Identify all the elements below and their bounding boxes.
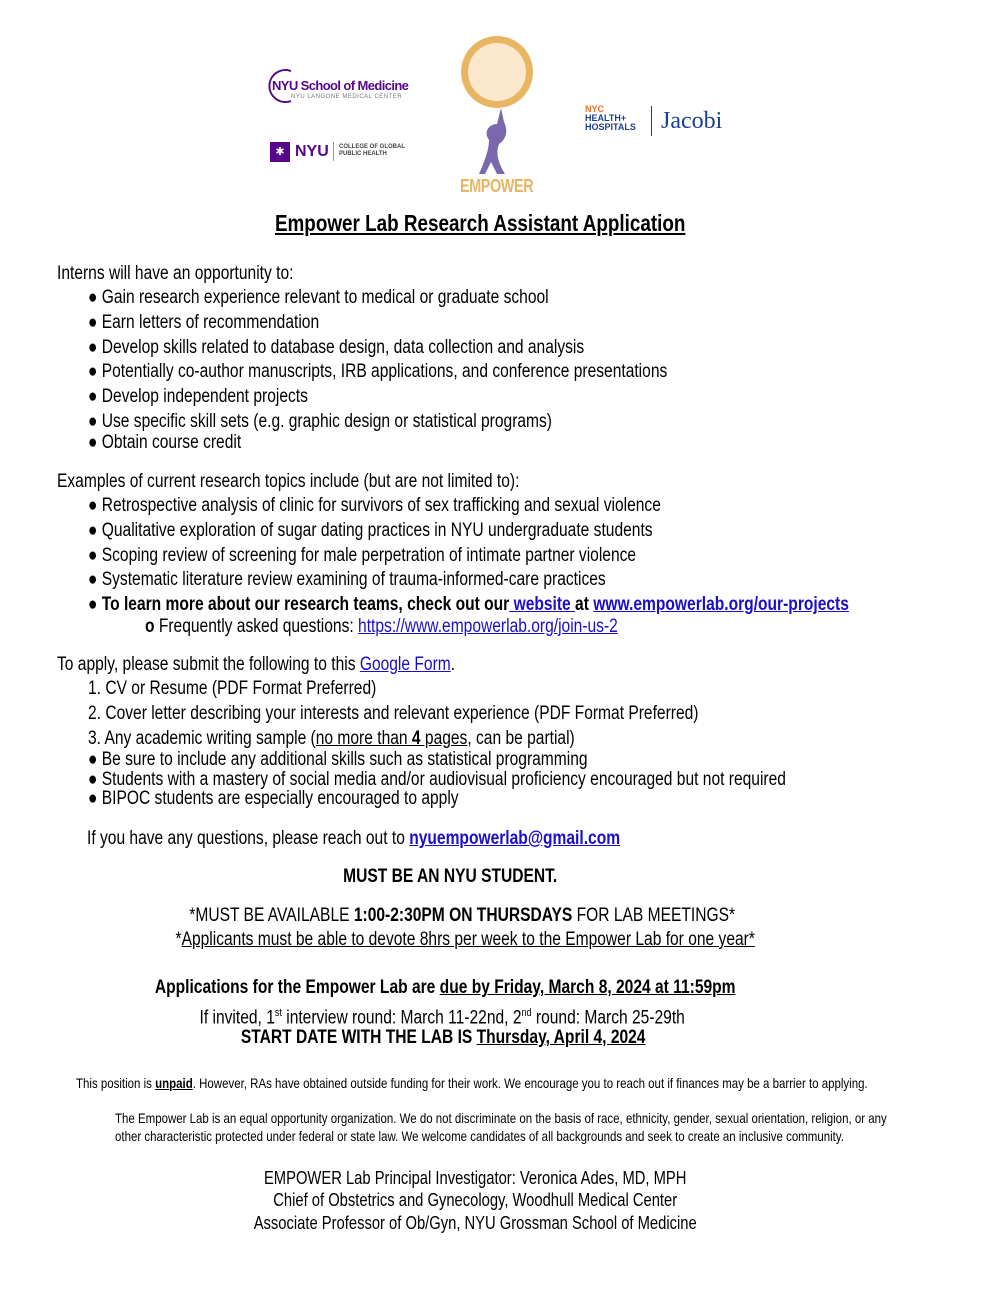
page-title: Empower Lab Research Assistant Application	[274, 210, 686, 236]
list-item	[88, 337, 584, 359]
list-item	[88, 432, 241, 454]
deadline: Applications for the Empower Lab are due by Friday, March 8, 2024 at 11:59pm	[154, 977, 736, 998]
list-item-text: Systematic literature review examining of trauma-informed-care practices	[101, 569, 606, 590]
empower-figure-icon	[455, 32, 540, 177]
start-date: START DATE WITH THE LAB IS Thursday, April 4, 2024	[240, 1027, 646, 1048]
list-item-text: Gain research experience relevant to medical or graduate school	[101, 287, 549, 308]
bullet-icon: ●	[88, 432, 98, 453]
step-item: 1. CV or Resume (PDF Format Preferred)	[88, 678, 377, 699]
list-item-text: Scoping review of screening for male perpetration of intimate partner violence	[101, 545, 637, 566]
pi-line: EMPOWER Lab Principal Investigator: Veronica Ades, MD, MPH	[263, 1168, 687, 1188]
time-commitment: *Applicants must be able to devote 8hrs per week to the Empower Lab for one year*	[175, 929, 755, 950]
logo-subtitle: COLLEGE OF GLOBAL	[339, 144, 405, 150]
list-item	[88, 361, 667, 383]
contact-text: If you have any questions, please reach out to nyuempowerlab@gmail.com	[87, 828, 621, 849]
list-item	[88, 287, 549, 309]
list-item	[88, 520, 653, 542]
logo-title: NYU School of Medicine	[272, 78, 409, 93]
logo-subtitle: NYU LANGONE MEDICAL CENTER	[291, 94, 403, 100]
list-item-text: Earn letters of recommendation	[101, 312, 320, 333]
step-item: 2. Cover letter describing your interests and relevant experience (PDF Format Preferred)	[88, 703, 699, 724]
logo-text: HEALTH+	[585, 113, 627, 123]
our-projects-link[interactable]: www.empowerlab.org/our-projects	[593, 594, 849, 615]
note-item: ● Be sure to include any additional skills such as statistical programming	[88, 749, 588, 770]
topics-intro: Examples of current research topics include (but are not limited to):	[57, 471, 520, 492]
logo-text: HOSPITALS	[585, 122, 636, 132]
list-item-text: Potentially co-author manuscripts, IRB applications, and conference presentations	[101, 361, 668, 382]
bullet-icon: ●	[88, 386, 98, 407]
empower-wordmark: EMPOWER	[460, 176, 534, 196]
pi-line: Chief of Obstetrics and Gynecology, Woodhull Medical Center	[273, 1190, 678, 1210]
pi-line: Associate Professor of Ob/Gyn, NYU Grossman School of Medicine	[253, 1213, 697, 1233]
website-link[interactable]: website	[509, 594, 576, 615]
bullet-icon: ●	[88, 361, 98, 382]
bullet-icon: ●	[88, 411, 98, 432]
bullet-icon: ●	[88, 545, 98, 566]
email-link[interactable]: nyuempowerlab@gmail.com	[409, 828, 621, 849]
list-item-text: Retrospective analysis of clinic for survivors of sex trafficking and sexual violence	[101, 495, 661, 516]
list-item	[88, 386, 308, 408]
list-item	[88, 411, 552, 433]
bullet-icon: ●	[88, 287, 98, 308]
list-item-text: Obtain course credit	[101, 432, 242, 453]
logo-title: NYU	[295, 143, 329, 160]
list-item	[88, 545, 636, 567]
list-item-text: Qualitative exploration of sugar dating practices in NYU undergraduate students	[101, 520, 653, 541]
apply-text: To apply, please submit the following to this Google Form.	[57, 654, 456, 675]
bullet-icon: ●	[88, 337, 98, 358]
empower-logo	[455, 32, 540, 197]
nyu-school-of-medicine-logo	[265, 68, 415, 108]
learn-more-item: ● To learn more about our research teams, check out our website at www.empowerlab.org/our-projects	[88, 594, 849, 615]
nyu-global-public-health-logo	[270, 141, 420, 163]
unpaid-notice: This position is unpaid. However, RAs have obtained outside funding for their work. We encourage you to reach out if finances may be a barrier to applying.	[76, 1075, 868, 1091]
must-be-nyu: MUST BE AN NYU STUDENT.	[343, 866, 558, 887]
list-item	[88, 569, 606, 591]
bullet-icon: ●	[88, 520, 98, 541]
note-item: ● BIPOC students are especially encouraged to apply	[88, 788, 459, 809]
eeo-statement: other characteristic protected under federal or state law. We welcome candidates of all backgrounds and seek to create an inclusive community.	[115, 1128, 844, 1144]
bullet-icon: ●	[88, 312, 98, 333]
list-item-text: Use specific skill sets (e.g. graphic design or statistical programs)	[101, 411, 553, 432]
faq-item: o Frequently asked questions: https://www.empowerlab.org/join-us-2	[145, 616, 618, 637]
list-item	[88, 312, 319, 334]
bullet-icon: ●	[88, 495, 98, 516]
google-form-link[interactable]: Google Form	[359, 654, 451, 675]
intro-text: Interns will have an opportunity to:	[57, 263, 294, 284]
faq-link[interactable]: https://www.empowerlab.org/join-us-2	[358, 616, 618, 637]
list-item-text: Develop independent projects	[101, 386, 308, 407]
step-item: 3. Any academic writing sample (no more than 4 pages, can be partial)	[88, 728, 575, 749]
interview-dates: If invited, 1st interview round: March 11-22nd, 2nd round: March 25-29th	[199, 1007, 685, 1029]
bullet-icon: ●	[88, 569, 98, 590]
eeo-statement: The Empower Lab is an equal opportunity organization. We do not discriminate on the basis of race, ethnicity, gender, sexual orientation, religion, or any	[115, 1110, 887, 1126]
nyu-torch-icon: ✱	[270, 142, 290, 162]
logo-subtitle: PUBLIC HEALTH	[339, 151, 387, 157]
note-item: ● Students with a mastery of social media and/or audiovisual proficiency encouraged but not required	[88, 769, 786, 790]
list-item-text: Develop skills related to database design, data collection and analysis	[101, 337, 585, 358]
nyc-health-hospitals-jacobi-logo	[585, 104, 735, 138]
availability: *MUST BE AVAILABLE 1:00-2:30PM ON THURSDAYS FOR LAB MEETINGS*	[189, 905, 736, 926]
jacobi-wordmark: Jacobi	[661, 108, 723, 134]
list-item	[88, 495, 661, 517]
logo-text: NYC	[585, 104, 605, 114]
